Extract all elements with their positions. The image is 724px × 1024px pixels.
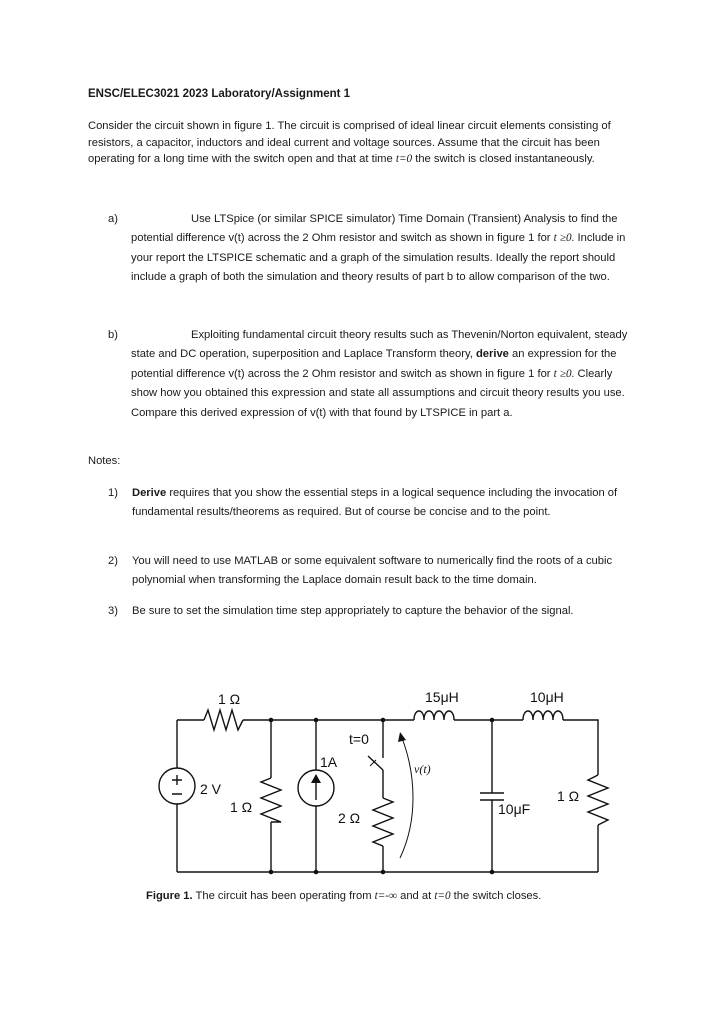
caption-t0: t=0: [434, 890, 451, 902]
resistor-1ohm-shunt: [261, 778, 281, 822]
caption-text-3: the switch closes.: [450, 890, 542, 902]
part-b-text-3: Clearly show how you obtained this expression and state all assumptions and circuit theory results you use. Compare this derived expression of v(t) with that found by LTSPICE in part a.: [131, 367, 625, 419]
part-a-text: [131, 210, 640, 288]
label-cap: 10μF: [498, 801, 531, 817]
caption-text-1: The circuit has been operating from: [192, 890, 375, 902]
part-b-var: t: [553, 367, 557, 380]
notes-label: Notes:: [88, 455, 121, 467]
label-r3: 2 Ω: [338, 810, 361, 826]
part-a: [88, 210, 640, 288]
part-a-var: t: [553, 232, 557, 245]
label-vt: v(t): [414, 762, 431, 776]
intro-time: t=0: [395, 153, 413, 165]
note-body: You will need to use MATLAB or some equivalent software to numerically find the roots of a cubic polynomial when transforming the Laplace domain result back to the time domain.: [132, 555, 613, 586]
label-r1: 1 Ω: [218, 691, 241, 707]
label-l2: 10μH: [530, 689, 564, 705]
note-item: [88, 484, 640, 522]
inductor-15uh-coils: [414, 711, 454, 720]
label-2v: 2 V: [200, 781, 222, 797]
note-number: 2): [108, 555, 118, 567]
intro-text-1: Consider the circuit shown in figure 1. The circuit is comprised of ideal linear circuit elements consisting of resistors, a capacitor, inductors and ideal current and voltage sources. Assume that the circuit has been operating for a long time with the switch open and that at time: [88, 120, 611, 165]
note-item: [88, 602, 640, 621]
switch-blade: [368, 756, 383, 770]
label-l1: 15μH: [425, 689, 459, 705]
label-r2: 1 Ω: [230, 799, 253, 815]
part-a-text-2: Include in your report the LTSPICE schematic and a graph of the simulation results. Ideally the report should include a graph of both the simulation and theory results of part b to allow comparison of the two.: [131, 232, 626, 284]
inductor-10uh-coils: [523, 711, 563, 720]
note-number: 3): [108, 605, 118, 617]
wire: [563, 720, 598, 775]
intro-paragraph: [88, 118, 640, 168]
voltage-source: [159, 768, 195, 804]
document-title: ENSC/ELEC3021 2023 Laboratory/Assignment 1: [88, 88, 351, 100]
note-bold: Derive: [132, 487, 167, 499]
part-a-cond: ≥0.: [559, 232, 575, 245]
caption-tinf: t=-∞: [374, 890, 397, 902]
capacitor-10uf: [480, 793, 504, 800]
part-b-text: [131, 326, 640, 423]
resistor-2ohm: [373, 798, 393, 846]
note-text: [132, 602, 640, 621]
part-b-cond: ≥0.: [559, 367, 575, 380]
label-r4: 1 Ω: [557, 788, 580, 804]
caption-label: Figure 1.: [146, 890, 193, 902]
current-arrow-head-icon: [311, 774, 321, 783]
caption-text-2: and at: [396, 890, 435, 902]
plus-minus-icon: [172, 775, 182, 794]
junction-dots: [269, 718, 495, 875]
circuit-diagram: [150, 680, 610, 880]
part-b-bold: derive: [475, 348, 509, 361]
resistor-1ohm-series: [204, 710, 243, 730]
resistor-1ohm-load: [588, 775, 608, 825]
part-b-label: b): [108, 329, 118, 341]
vt-arrow-head-icon: [398, 732, 406, 742]
figure-caption: [146, 890, 541, 902]
note-item: [88, 552, 640, 590]
note-body: requires that you show the essential steps in a logical sequence including the invocation of fundamental results/theorems as required. But of course be concise and to the point.: [132, 487, 618, 518]
note-text: [132, 552, 640, 590]
part-b-text-1: Exploiting fundamental circuit theory results such as Thevenin/Norton equivalent, steady state and DC operation, superposition and Laplace Transform theory,: [131, 329, 628, 361]
label-switch: t=0: [349, 731, 369, 747]
note-number: 1): [108, 487, 118, 499]
part-a-text-1: Use LTSpice (or similar SPICE simulator) Time Domain (Transient) Analysis to find the potential difference v(t) across the 2 Ohm resistor and switch as shown in figure 1 for: [131, 213, 618, 245]
label-1a: 1A: [320, 754, 338, 770]
note-text: [132, 484, 640, 522]
part-a-label: a): [108, 213, 118, 225]
part-b: [88, 326, 640, 423]
vt-arrow: [400, 738, 413, 858]
part-b-text-2: an expression for the potential difference v(t) across the 2 Ohm resistor and switch as shown in figure 1 for: [131, 348, 617, 380]
intro-text-2: the switch is closed instantaneously.: [412, 153, 595, 165]
note-body: Be sure to set the simulation time step appropriately to capture the behavior of the signal.: [132, 605, 574, 617]
